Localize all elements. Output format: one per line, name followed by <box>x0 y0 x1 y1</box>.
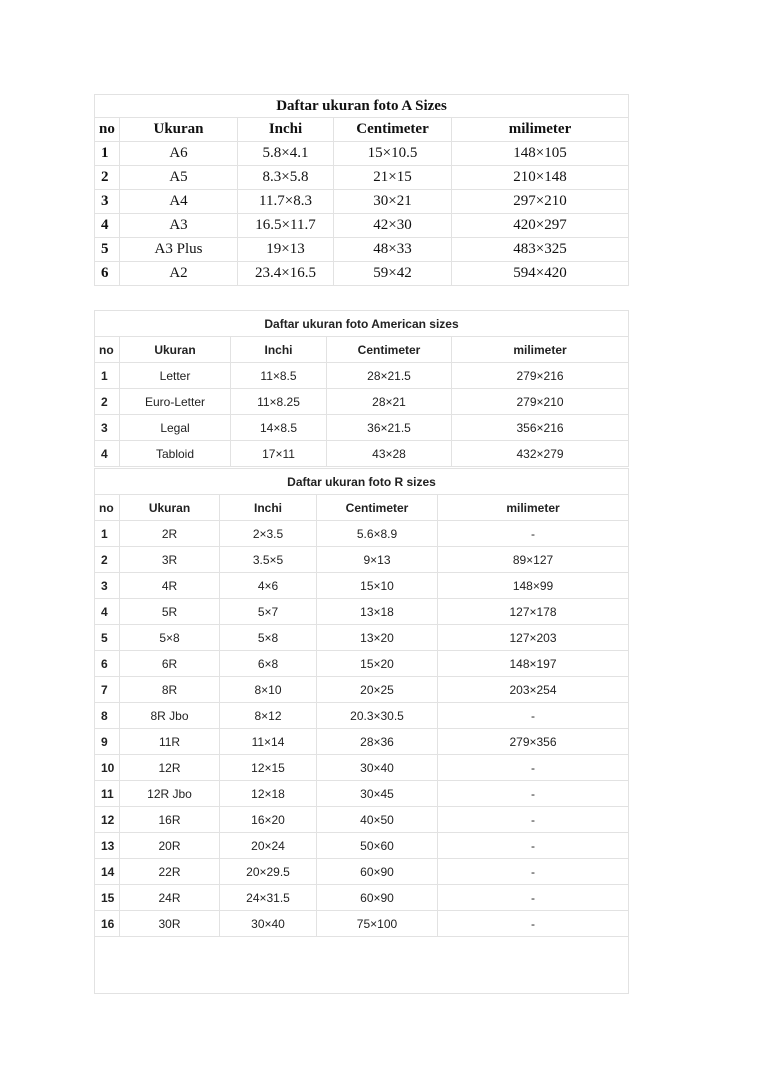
a-sizes-table <box>94 94 629 286</box>
cell-inchi: 5.8×4.1 <box>238 142 334 166</box>
table-header-row <box>95 337 629 363</box>
table-row <box>95 573 629 599</box>
cell-centimeter: 42×30 <box>334 214 452 238</box>
cell-inchi: 11.7×8.3 <box>238 190 334 214</box>
cell-milimeter: - <box>438 833 629 859</box>
cell-centimeter: 20.3×30.5 <box>317 703 438 729</box>
cell-no: 3 <box>95 190 120 214</box>
table-row <box>95 142 629 166</box>
table-row <box>95 441 629 467</box>
cell-ukuran: 5R <box>120 599 220 625</box>
cell-ukuran: 3R <box>120 547 220 573</box>
cell-inchi: 16×20 <box>220 807 317 833</box>
cell-ukuran: 5×8 <box>120 625 220 651</box>
table-row <box>95 807 629 833</box>
cell-inchi: 14×8.5 <box>231 415 327 441</box>
cell-milimeter: 483×325 <box>452 238 629 262</box>
cell-ukuran: Euro-Letter <box>120 389 231 415</box>
cell-no: 7 <box>95 677 120 703</box>
cell-inchi: 20×29.5 <box>220 859 317 885</box>
cell-milimeter: - <box>438 807 629 833</box>
cell-ukuran: 8R <box>120 677 220 703</box>
cell-inchi: 3.5×5 <box>220 547 317 573</box>
table-row <box>95 781 629 807</box>
cell-inchi: 30×40 <box>220 911 317 937</box>
cell-centimeter: 43×28 <box>327 441 452 467</box>
cell-centimeter: 30×21 <box>334 190 452 214</box>
table-row <box>95 651 629 677</box>
cell-ukuran: Letter <box>120 363 231 389</box>
table-row <box>95 755 629 781</box>
cell-ukuran: A2 <box>120 262 238 286</box>
cell-no: 2 <box>95 547 120 573</box>
cell-inchi: 12×15 <box>220 755 317 781</box>
column-header-no: no <box>95 118 120 142</box>
cell-milimeter: 89×127 <box>438 547 629 573</box>
table-title: Daftar ukuran foto R sizes <box>95 469 629 495</box>
cell-inchi: 23.4×16.5 <box>238 262 334 286</box>
cell-ukuran: 30R <box>120 911 220 937</box>
cell-inchi: 11×8.5 <box>231 363 327 389</box>
cell-no: 3 <box>95 573 120 599</box>
cell-milimeter: 203×254 <box>438 677 629 703</box>
table-row <box>95 166 629 190</box>
column-header-ukuran: Ukuran <box>120 495 220 521</box>
cell-no: 14 <box>95 859 120 885</box>
column-header-milimeter: milimeter <box>438 495 629 521</box>
cell-inchi: 8×10 <box>220 677 317 703</box>
column-header-ukuran: Ukuran <box>120 337 231 363</box>
cell-milimeter: 432×279 <box>452 441 629 467</box>
table-title: Daftar ukuran foto A Sizes <box>95 95 629 118</box>
cell-inchi: 8×12 <box>220 703 317 729</box>
column-header-no: no <box>95 495 120 521</box>
table-row <box>95 238 629 262</box>
cell-centimeter: 13×18 <box>317 599 438 625</box>
cell-centimeter: 28×21 <box>327 389 452 415</box>
cell-milimeter: 279×216 <box>452 363 629 389</box>
cell-ukuran: Legal <box>120 415 231 441</box>
cell-no: 1 <box>95 521 120 547</box>
cell-inchi: 16.5×11.7 <box>238 214 334 238</box>
cell-milimeter: 148×99 <box>438 573 629 599</box>
cell-centimeter: 60×90 <box>317 885 438 911</box>
cell-inchi: 11×8.25 <box>231 389 327 415</box>
cell-ukuran: 24R <box>120 885 220 911</box>
cell-ukuran: A5 <box>120 166 238 190</box>
cell-milimeter: 148×197 <box>438 651 629 677</box>
column-header-milimeter: milimeter <box>452 337 629 363</box>
cell-centimeter: 15×10 <box>317 573 438 599</box>
cell-centimeter: 9×13 <box>317 547 438 573</box>
cell-no: 2 <box>95 389 120 415</box>
cell-centimeter: 30×40 <box>317 755 438 781</box>
cell-centimeter: 60×90 <box>317 859 438 885</box>
cell-milimeter: 279×356 <box>438 729 629 755</box>
cell-ukuran: 2R <box>120 521 220 547</box>
cell-no: 1 <box>95 142 120 166</box>
cell-ukuran: Tabloid <box>120 441 231 467</box>
cell-no: 16 <box>95 911 120 937</box>
cell-milimeter: 279×210 <box>452 389 629 415</box>
cell-centimeter: 50×60 <box>317 833 438 859</box>
cell-inchi: 20×24 <box>220 833 317 859</box>
empty-cell <box>95 937 629 994</box>
cell-milimeter: 210×148 <box>452 166 629 190</box>
cell-inchi: 2×3.5 <box>220 521 317 547</box>
cell-milimeter: 127×203 <box>438 625 629 651</box>
cell-centimeter: 40×50 <box>317 807 438 833</box>
cell-ukuran: 12R <box>120 755 220 781</box>
cell-milimeter: 594×420 <box>452 262 629 286</box>
table-row <box>95 547 629 573</box>
cell-centimeter: 59×42 <box>334 262 452 286</box>
cell-milimeter: - <box>438 911 629 937</box>
cell-ukuran: 12R Jbo <box>120 781 220 807</box>
cell-inchi: 24×31.5 <box>220 885 317 911</box>
cell-ukuran: A3 <box>120 214 238 238</box>
cell-ukuran: A6 <box>120 142 238 166</box>
cell-ukuran: 20R <box>120 833 220 859</box>
cell-milimeter: 127×178 <box>438 599 629 625</box>
cell-inchi: 11×14 <box>220 729 317 755</box>
cell-inchi: 12×18 <box>220 781 317 807</box>
cell-no: 15 <box>95 885 120 911</box>
cell-milimeter: - <box>438 755 629 781</box>
r-sizes-table <box>94 468 629 994</box>
cell-no: 4 <box>95 214 120 238</box>
american-sizes-table <box>94 310 629 467</box>
table-header-row <box>95 118 629 142</box>
cell-inchi: 5×7 <box>220 599 317 625</box>
cell-no: 9 <box>95 729 120 755</box>
table-title-row <box>95 469 629 495</box>
cell-milimeter: - <box>438 781 629 807</box>
table-title-row <box>95 95 629 118</box>
table-header-row <box>95 495 629 521</box>
cell-centimeter: 48×33 <box>334 238 452 262</box>
cell-centimeter: 20×25 <box>317 677 438 703</box>
table-row <box>95 833 629 859</box>
cell-no: 1 <box>95 363 120 389</box>
cell-no: 8 <box>95 703 120 729</box>
cell-centimeter: 15×20 <box>317 651 438 677</box>
table-row <box>95 859 629 885</box>
cell-no: 5 <box>95 238 120 262</box>
table-row <box>95 729 629 755</box>
empty-row <box>95 937 629 994</box>
table-row <box>95 911 629 937</box>
table-row <box>95 190 629 214</box>
cell-centimeter: 15×10.5 <box>334 142 452 166</box>
cell-milimeter: 420×297 <box>452 214 629 238</box>
cell-milimeter: - <box>438 885 629 911</box>
table-row <box>95 262 629 286</box>
cell-ukuran: 16R <box>120 807 220 833</box>
table-title-row <box>95 311 629 337</box>
table-row <box>95 214 629 238</box>
cell-milimeter: - <box>438 859 629 885</box>
cell-ukuran: A4 <box>120 190 238 214</box>
cell-ukuran: 4R <box>120 573 220 599</box>
cell-no: 2 <box>95 166 120 190</box>
cell-centimeter: 21×15 <box>334 166 452 190</box>
column-header-inchi: Inchi <box>238 118 334 142</box>
cell-no: 5 <box>95 625 120 651</box>
column-header-inchi: Inchi <box>220 495 317 521</box>
column-header-no: no <box>95 337 120 363</box>
table-row <box>95 415 629 441</box>
cell-centimeter: 75×100 <box>317 911 438 937</box>
cell-inchi: 4×6 <box>220 573 317 599</box>
cell-milimeter: 148×105 <box>452 142 629 166</box>
cell-inchi: 19×13 <box>238 238 334 262</box>
table-row <box>95 625 629 651</box>
cell-inchi: 8.3×5.8 <box>238 166 334 190</box>
cell-ukuran: 6R <box>120 651 220 677</box>
cell-ukuran: 11R <box>120 729 220 755</box>
cell-ukuran: 8R Jbo <box>120 703 220 729</box>
table-row <box>95 389 629 415</box>
table-row <box>95 363 629 389</box>
cell-no: 4 <box>95 599 120 625</box>
cell-no: 10 <box>95 755 120 781</box>
cell-no: 11 <box>95 781 120 807</box>
cell-centimeter: 13×20 <box>317 625 438 651</box>
cell-centimeter: 30×45 <box>317 781 438 807</box>
cell-no: 4 <box>95 441 120 467</box>
cell-no: 6 <box>95 262 120 286</box>
table-row <box>95 521 629 547</box>
cell-centimeter: 28×36 <box>317 729 438 755</box>
table-row <box>95 677 629 703</box>
cell-no: 13 <box>95 833 120 859</box>
cell-inchi: 5×8 <box>220 625 317 651</box>
cell-inchi: 17×11 <box>231 441 327 467</box>
cell-centimeter: 36×21.5 <box>327 415 452 441</box>
cell-centimeter: 28×21.5 <box>327 363 452 389</box>
cell-milimeter: - <box>438 703 629 729</box>
cell-no: 6 <box>95 651 120 677</box>
cell-no: 3 <box>95 415 120 441</box>
column-header-centimeter: Centimeter <box>334 118 452 142</box>
cell-inchi: 6×8 <box>220 651 317 677</box>
column-header-ukuran: Ukuran <box>120 118 238 142</box>
column-header-centimeter: Centimeter <box>327 337 452 363</box>
cell-ukuran: A3 Plus <box>120 238 238 262</box>
column-header-centimeter: Centimeter <box>317 495 438 521</box>
column-header-milimeter: milimeter <box>452 118 629 142</box>
table-row <box>95 703 629 729</box>
column-header-inchi: Inchi <box>231 337 327 363</box>
table-title: Daftar ukuran foto American sizes <box>95 311 629 337</box>
cell-milimeter: 297×210 <box>452 190 629 214</box>
cell-no: 12 <box>95 807 120 833</box>
table-row <box>95 885 629 911</box>
cell-ukuran: 22R <box>120 859 220 885</box>
cell-centimeter: 5.6×8.9 <box>317 521 438 547</box>
cell-milimeter: - <box>438 521 629 547</box>
table-row <box>95 599 629 625</box>
cell-milimeter: 356×216 <box>452 415 629 441</box>
